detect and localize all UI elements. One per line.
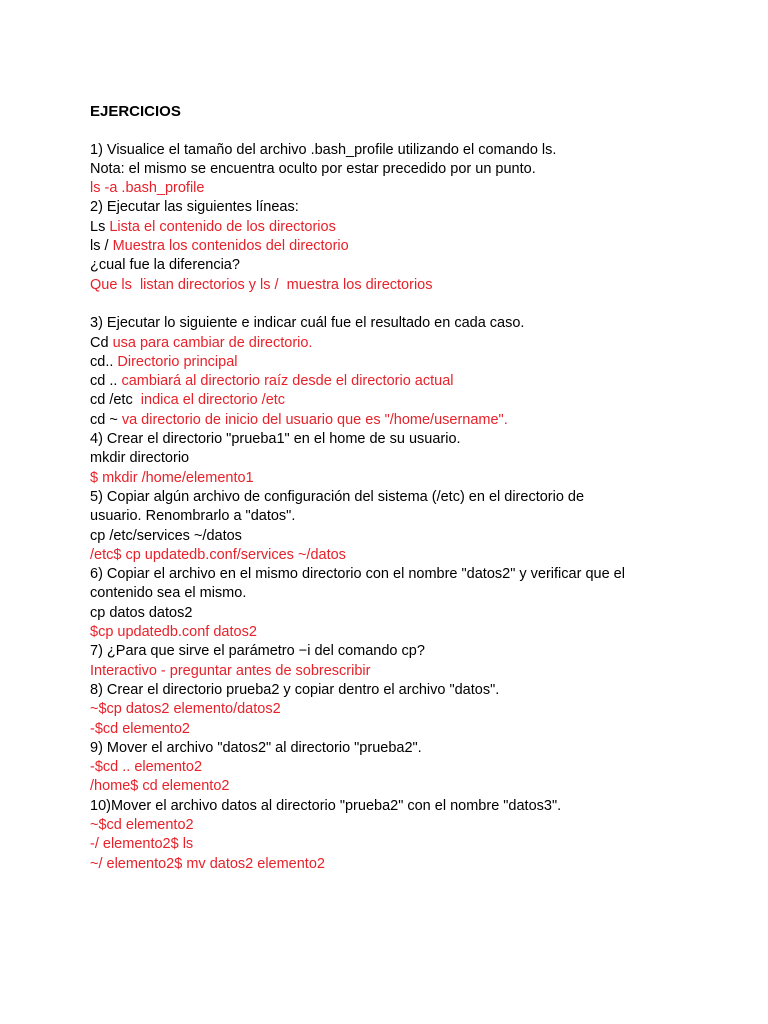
answer-text: indica el directorio /etc — [140, 392, 286, 409]
answer-text: Muestra los contenidos del directorio — [112, 238, 349, 255]
answer-text: /etc$ cp updatedb.conf/services ~/datos — [90, 546, 346, 563]
question-text: 7) ¿Para que sirve el parámetro −i del comando cp? — [90, 643, 425, 660]
text-line — [90, 469, 710, 488]
answer-text: Interactivo - preguntar antes de sobrescribir — [90, 662, 371, 679]
question-text: Nota: el mismo se encuentra oculto por estar precedido por un punto. — [90, 160, 536, 177]
text-line — [90, 739, 710, 758]
question-text: 4) Crear el directorio "prueba1" en el home de su usuario. — [90, 431, 461, 448]
question-text: cd .. — [90, 373, 122, 390]
answer-text: Que ls listan directorios y ls / muestra los directorios — [90, 276, 433, 293]
text-line — [90, 353, 710, 372]
text-line — [90, 218, 710, 237]
text-line — [90, 256, 710, 275]
question-text: 1) Visualice el tamaño del archivo .bash_profile utilizando el comando ls. — [90, 141, 557, 158]
answer-text: $cp updatedb.conf datos2 — [90, 624, 257, 641]
text-line — [90, 720, 710, 739]
text-line — [90, 449, 710, 468]
text-line — [90, 334, 710, 353]
text-line — [90, 160, 710, 179]
text-line — [90, 141, 710, 160]
question-text: ls / — [90, 238, 113, 255]
question-text: Cd — [90, 334, 113, 351]
text-line — [90, 623, 710, 642]
text-line — [90, 527, 710, 546]
text-line — [90, 758, 710, 777]
question-text: cp /etc/services ~/datos — [90, 527, 242, 544]
text-line — [90, 430, 710, 449]
answer-text: ls -a .bash_profile — [90, 180, 205, 197]
answer-text: /home$ cd elemento2 — [90, 778, 230, 795]
question-text: 6) Copiar el archivo en el mismo directorio con el nombre "datos2" y verificar que el — [90, 566, 625, 583]
answer-text: -/ elemento2$ ls — [90, 836, 194, 853]
question-text: ¿cual fue la diferencia? — [90, 257, 240, 274]
document-title: EJERCICIOS — [90, 103, 181, 120]
text-line — [90, 835, 710, 854]
answer-text: Directorio principal — [117, 353, 238, 370]
answer-text: -$cd elemento2 — [90, 720, 190, 737]
text-line — [90, 179, 710, 198]
document-page — [90, 102, 710, 874]
answer-text: Lista el contenido de los directorios — [109, 218, 336, 235]
question-text: 2) Ejecutar las siguientes líneas: — [90, 199, 299, 216]
text-line — [90, 198, 710, 217]
question-text: mkdir directorio — [90, 450, 190, 467]
question-text: contenido sea el mismo. — [90, 585, 247, 602]
blank-line — [90, 121, 710, 140]
text-line — [90, 507, 710, 526]
text-line — [90, 681, 710, 700]
question-text: cd ~ — [90, 411, 122, 428]
text-line — [90, 604, 710, 623]
answer-text: va directorio de inicio del usuario que es "/home/username". — [121, 411, 508, 428]
text-line — [90, 700, 710, 719]
text-line — [90, 546, 710, 565]
answer-text: $ mkdir /home/elemento1 — [90, 469, 254, 486]
question-text: cd.. — [90, 353, 118, 370]
question-text: 9) Mover el archivo "datos2" al directorio "prueba2". — [90, 739, 422, 756]
text-line — [90, 797, 710, 816]
question-text: 3) Ejecutar lo siguiente e indicar cuál fue el resultado en cada caso. — [90, 315, 525, 332]
text-line — [90, 314, 710, 333]
answer-text: usa para cambiar de directorio. — [112, 334, 313, 351]
question-text: cd /etc — [90, 392, 141, 409]
text-line — [90, 777, 710, 796]
text-line — [90, 816, 710, 835]
answer-text: cambiará al directorio raíz desde el directorio actual — [121, 373, 454, 390]
text-line — [90, 411, 710, 430]
question-text: cp datos datos2 — [90, 604, 193, 621]
text-line — [90, 237, 710, 256]
text-line — [90, 642, 710, 661]
text-line — [90, 391, 710, 410]
answer-text: ~/ elemento2$ mv datos2 elemento2 — [90, 855, 325, 872]
text-line — [90, 855, 710, 874]
text-line — [90, 662, 710, 681]
question-text: 10)Mover el archivo datos al directorio "prueba2" con el nombre "datos3". — [90, 797, 562, 814]
answer-text: ~$cp datos2 elemento/datos2 — [90, 701, 281, 718]
text-line — [90, 584, 710, 603]
question-text: 5) Copiar algún archivo de configuración del sistema (/etc) en el directorio de — [90, 488, 585, 505]
text-line — [90, 276, 710, 295]
answer-text: -$cd .. elemento2 — [90, 759, 203, 776]
blank-line — [90, 295, 710, 314]
question-text: usuario. Renombrarlo a "datos". — [90, 508, 296, 525]
question-text: Ls — [90, 218, 110, 235]
text-line — [90, 565, 710, 584]
text-line — [90, 488, 710, 507]
answer-text: ~$cd elemento2 — [90, 816, 194, 833]
question-text: 8) Crear el directorio prueba2 y copiar dentro el archivo "datos". — [90, 681, 500, 698]
exercise-lines — [90, 121, 710, 874]
text-line — [90, 372, 710, 391]
